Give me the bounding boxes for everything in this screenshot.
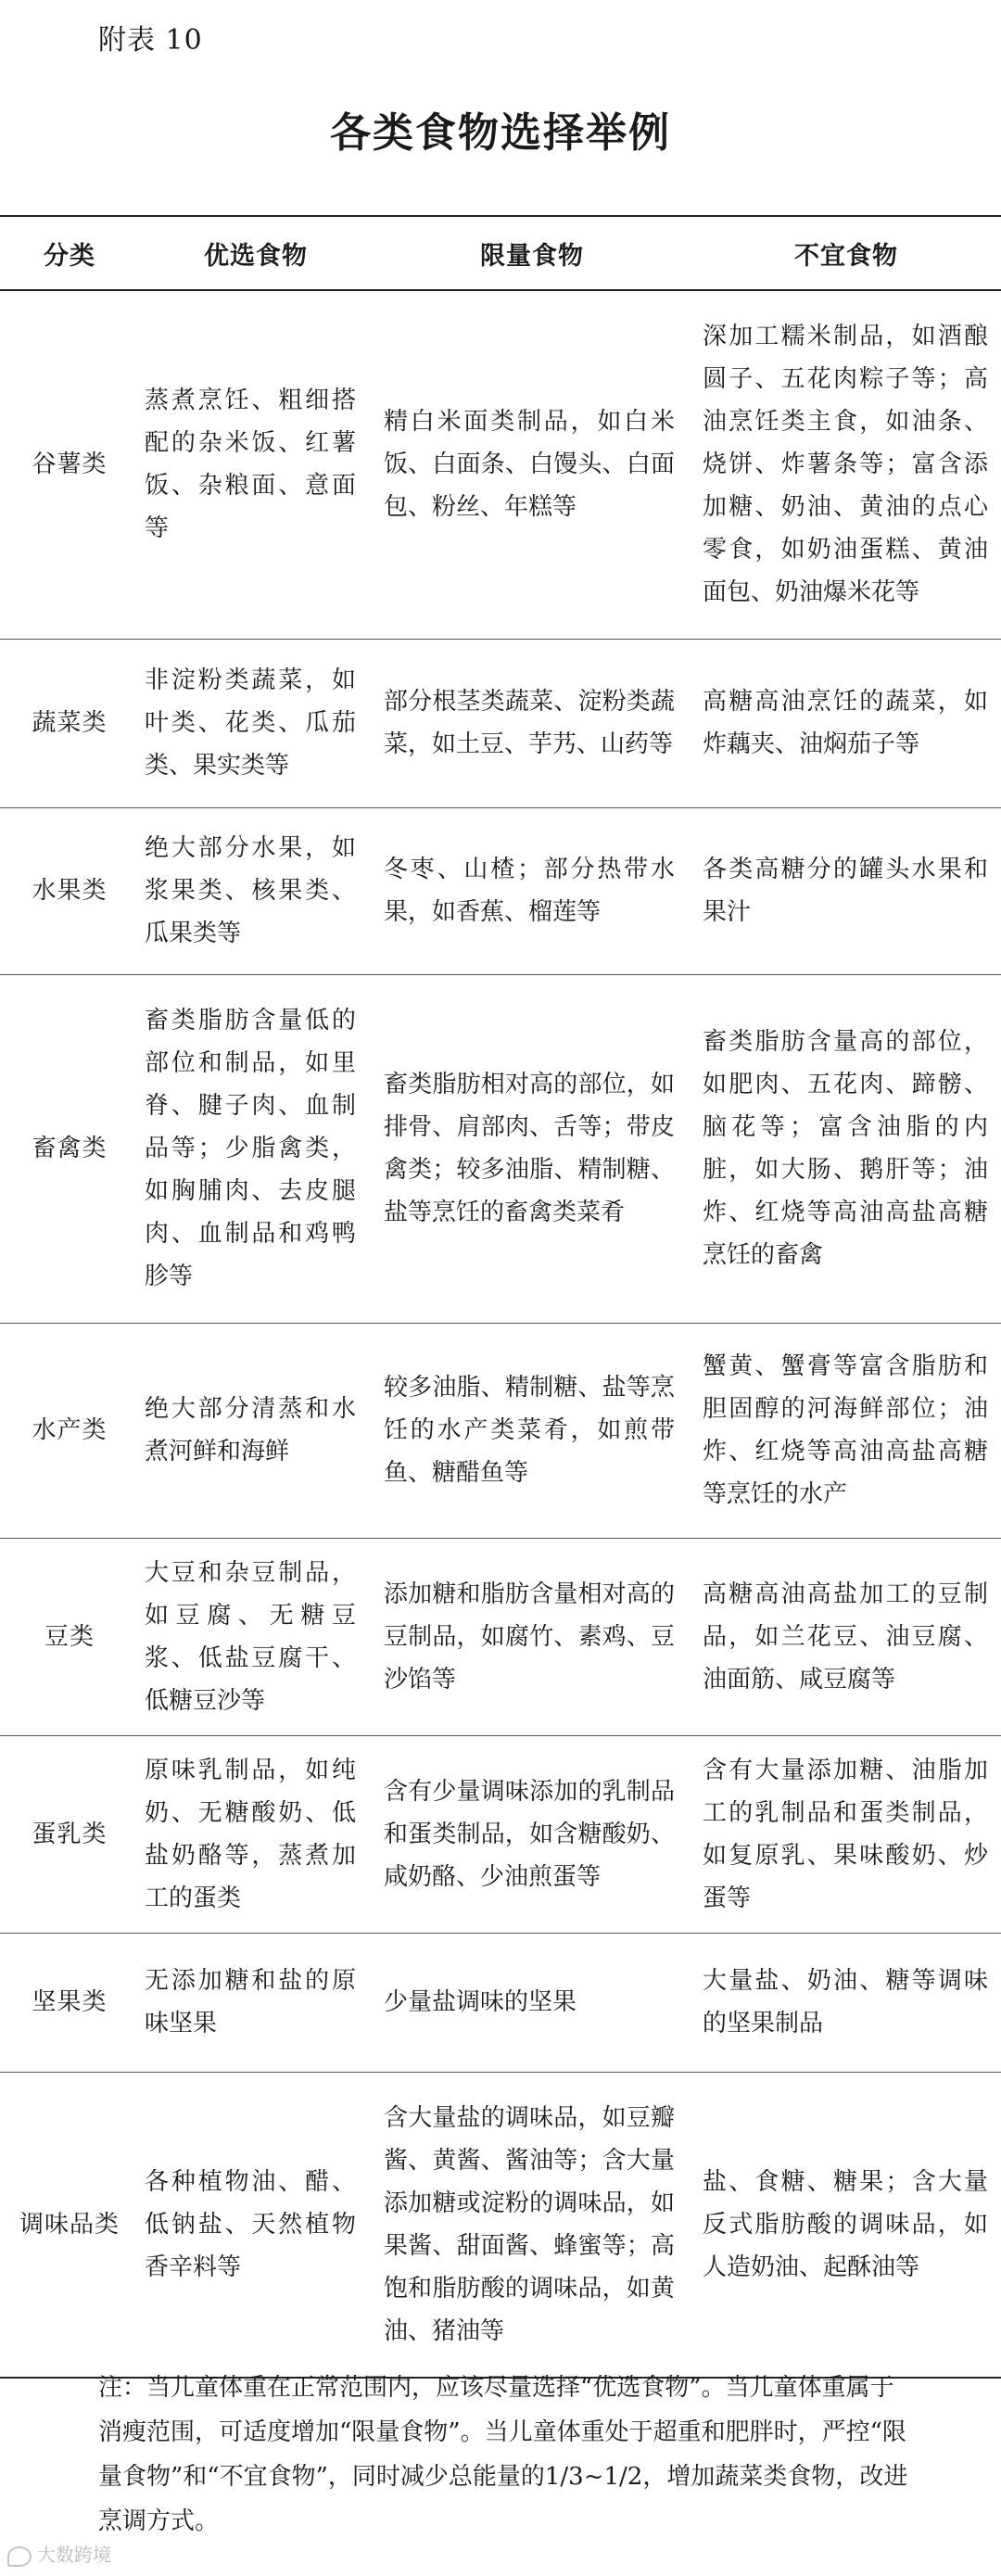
watermark — [7, 2540, 111, 2567]
category-cell: 调味品类 — [0, 2072, 139, 2378]
avoid-cell: 高糖高油高盐加工的豆制品，如兰花豆、油豆腐、油面筋、咸豆腐等 — [691, 1538, 1001, 1735]
column-header-limited: 限量食物 — [373, 216, 691, 290]
limited-cell: 含大量盐的调味品，如豆瓣酱、黄酱、酱油等；含大量添加糖或淀粉的调味品，如果酱、甜面酱、蜂蜜等；高饱和脂肪酸的调味品，如黄油、猪油等 — [373, 2072, 691, 2378]
table-row — [0, 1933, 1001, 2072]
avoid-cell: 各类高糖分的罐头水果和果汁 — [691, 807, 1001, 974]
limited-cell: 添加糖和脂肪含量相对高的豆制品，如腐竹、素鸡、豆沙馅等 — [373, 1538, 691, 1735]
avoid-cell: 盐、食糖、糖果；含大量反式脂肪酸的调味品，如人造奶油、起酥油等 — [691, 2072, 1001, 2378]
category-cell: 畜禽类 — [0, 974, 139, 1323]
limited-cell: 较多油脂、精制糖、盐等烹饪的水产类菜肴，如煎带鱼、糖醋鱼等 — [373, 1323, 691, 1538]
food-selection-table — [0, 215, 1001, 2379]
limited-cell: 精白米面类制品，如白米饭、白面条、白馒头、白面包、粉丝、年糕等 — [373, 290, 691, 639]
table-header-row — [0, 216, 1001, 290]
category-cell: 水果类 — [0, 807, 139, 974]
logo-icon — [7, 2546, 32, 2567]
table-row — [0, 639, 1001, 807]
category-cell: 水产类 — [0, 1323, 139, 1538]
avoid-cell: 深加工糯米制品，如酒酿圆子、五花肉粽子等；高油烹饪类主食，如油条、烧饼、炸薯条等；富含添加糖、奶油、黄油的点心零食，如奶油蛋糕、黄油面包、奶油爆米花等 — [691, 290, 1001, 639]
preferred-cell: 绝大部分清蒸和水煮河鲜和海鲜 — [139, 1323, 373, 1538]
avoid-cell: 大量盐、奶油、糖等调味的坚果制品 — [691, 1933, 1001, 2072]
table-row — [0, 290, 1001, 639]
table-row — [0, 1735, 1001, 1933]
preferred-cell: 非淀粉类蔬菜，如叶类、花类、瓜茄类、果实类等 — [139, 639, 373, 807]
preferred-cell: 原味乳制品，如纯奶、无糖酸奶、低盐奶酪等，蒸煮加工的蛋类 — [139, 1735, 373, 1933]
column-header-avoid: 不宜食物 — [691, 216, 1001, 290]
avoid-cell: 畜类脂肪含量高的部位，如肥肉、五花肉、蹄髈、脑花等；富含油脂的内脏，如大肠、鹅肝等；油炸、红烧等高油高盐高糖烹饪的畜禽 — [691, 974, 1001, 1323]
preferred-cell: 绝大部分水果，如浆果类、核果类、瓜果类等 — [139, 807, 373, 974]
table-row — [0, 2072, 1001, 2378]
category-cell: 坚果类 — [0, 1933, 139, 2072]
limited-cell: 部分根茎类蔬菜、淀粉类蔬菜，如土豆、芋艿、山药等 — [373, 639, 691, 807]
limited-cell: 少量盐调味的坚果 — [373, 1933, 691, 2072]
avoid-cell: 含有大量添加糖、油脂加工的乳制品和蛋类制品，如复原乳、果味酸奶、炒蛋等 — [691, 1735, 1001, 1933]
category-cell: 谷薯类 — [0, 290, 139, 639]
table-row — [0, 974, 1001, 1323]
limited-cell: 冬枣、山楂；部分热带水果，如香蕉、榴莲等 — [373, 807, 691, 974]
preferred-cell: 各种植物油、醋、低钠盐、天然植物香辛料等 — [139, 2072, 373, 2378]
limited-cell: 含有少量调味添加的乳制品和蛋类制品，如含糖酸奶、咸奶酪、少油煎蛋等 — [373, 1735, 691, 1933]
preferred-cell: 蒸煮烹饪、粗细搭配的杂米饭、红薯饭、杂粮面、意面等 — [139, 290, 373, 639]
category-cell: 蔬菜类 — [0, 639, 139, 807]
limited-cell: 畜类脂肪相对高的部位，如排骨、肩部肉、舌等；带皮禽类；较多油脂、精制糖、盐等烹饪的畜禽类菜肴 — [373, 974, 691, 1323]
category-cell: 蛋乳类 — [0, 1735, 139, 1933]
table-row — [0, 1538, 1001, 1735]
column-header-category: 分类 — [0, 216, 139, 290]
footnote: 注：当儿童体重在正常范围内，应该尽量选择“优选食物”。当儿童体重属于消瘦范围，可适度增加“限量食物”。当儿童体重处于超重和肥胖时，严控“限量食物”和“不宜食物”，同时减少总能量的1/3~1/2，增加蔬菜类食物，改进烹调方式。 — [98, 2374, 908, 2535]
preferred-cell: 无添加糖和盐的原味坚果 — [139, 1933, 373, 2072]
column-header-preferred: 优选食物 — [139, 216, 373, 290]
appendix-label: 附表 10 — [98, 24, 203, 57]
page-title: 各类食物选择举例 — [330, 109, 671, 157]
preferred-cell: 大豆和杂豆制品，如豆腐、无糖豆浆、低盐豆腐干、低糖豆沙等 — [139, 1538, 373, 1735]
category-cell: 豆类 — [0, 1538, 139, 1735]
preferred-cell: 畜类脂肪含量低的部位和制品，如里脊、腱子肉、血制品等；少脂禽类，如胸脯肉、去皮腿肉、血制品和鸡鸭胗等 — [139, 974, 373, 1323]
watermark-text: 大数跨境 — [37, 2544, 111, 2566]
table-row — [0, 807, 1001, 974]
table-row — [0, 1323, 1001, 1538]
avoid-cell: 蟹黄、蟹膏等富含脂肪和胆固醇的河海鲜部位；油炸、红烧等高油高盐高糖等烹饪的水产 — [691, 1323, 1001, 1538]
avoid-cell: 高糖高油烹饪的蔬菜，如炸藕夹、油焖茄子等 — [691, 639, 1001, 807]
